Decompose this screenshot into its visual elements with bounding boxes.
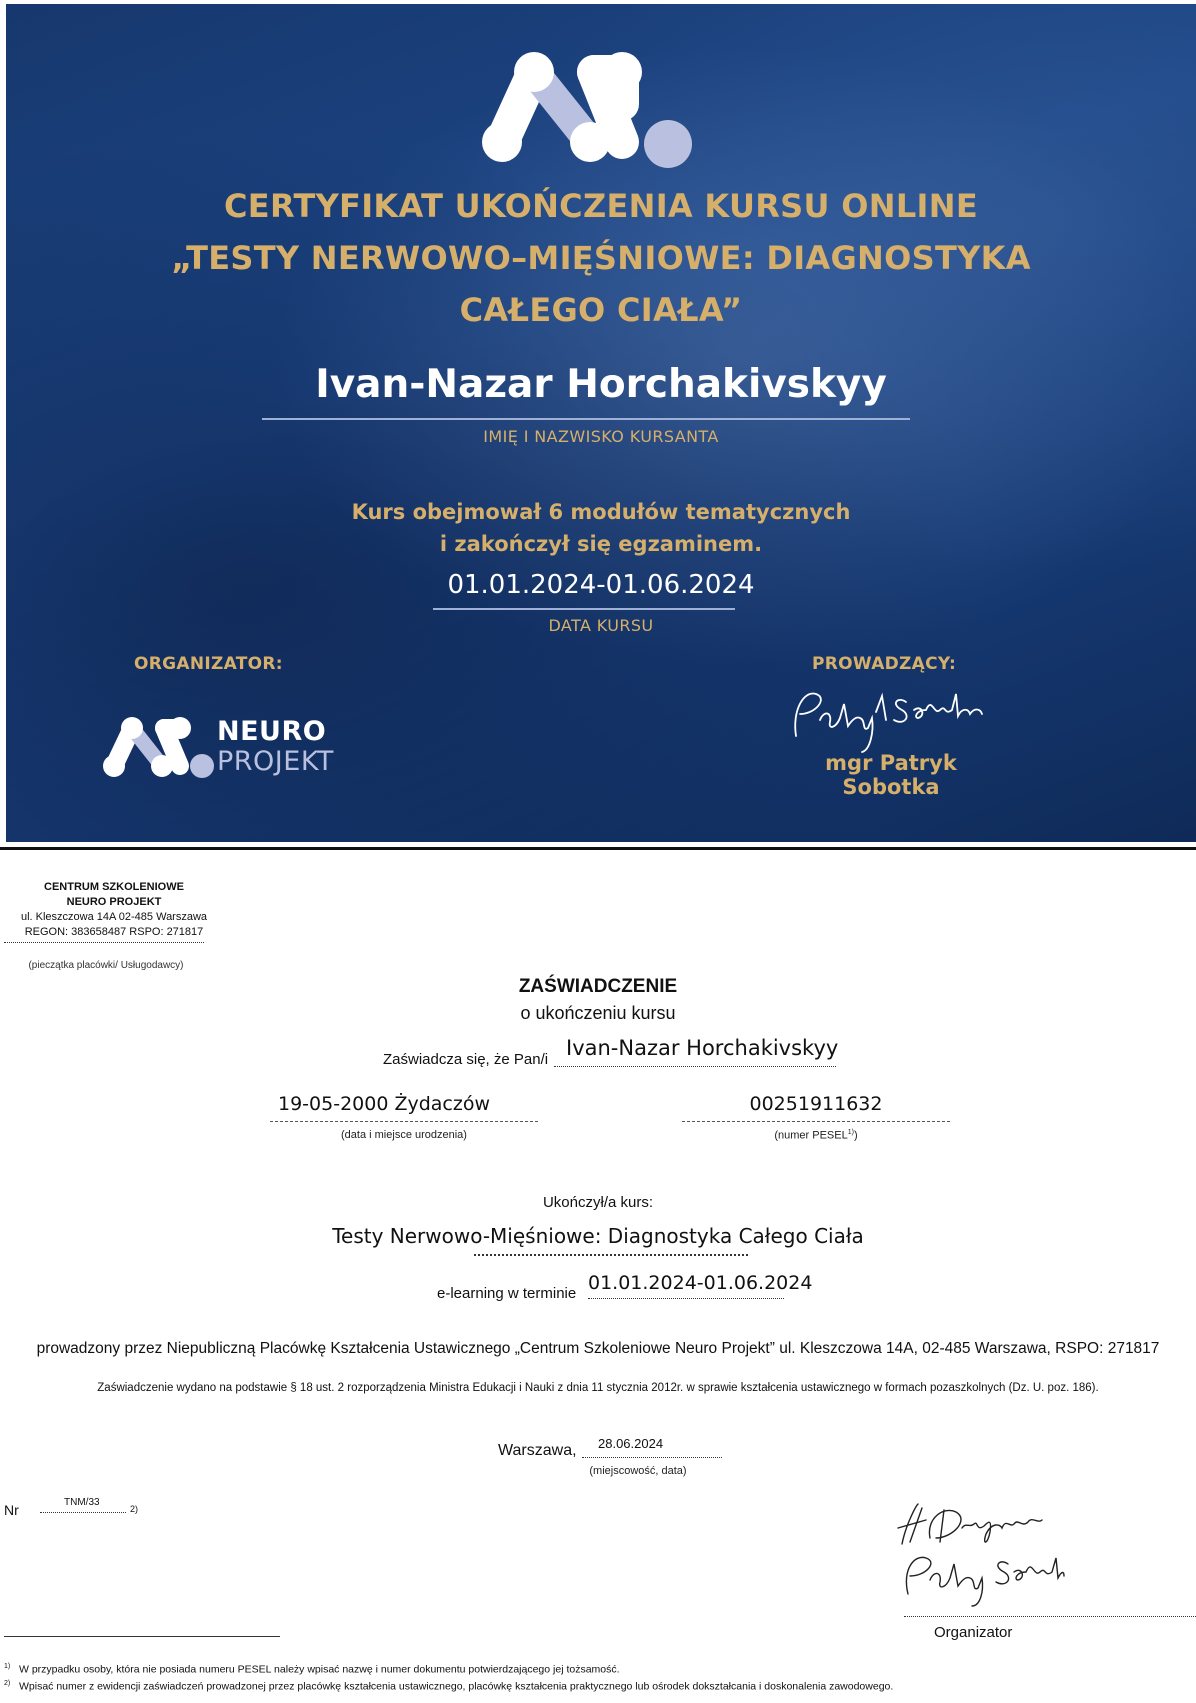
pesel-footnote-ref: 1)	[847, 1129, 854, 1136]
organizer-signatures	[896, 1498, 1066, 1608]
organizer-logo-icon	[98, 712, 218, 782]
term-dotted-line	[588, 1298, 784, 1299]
run-by-text: prowadzony przez Niepubliczną Placówkę Kształcenia Ustawicznego „Centrum Szkoleniowe Neuro Projekt” ul. Kleszczowa 14A, 02-485 Warszawa, RSPO: 271817	[36, 1340, 1160, 1357]
pesel-caption-text: (numer PESEL	[774, 1129, 848, 1142]
institution-line: REGON: 383658487 RSPO: 271817	[24, 926, 204, 938]
stamp-caption: (pieczątka placówki/ Usługodawcy)	[28, 960, 184, 971]
birth-value: 19-05-2000 Żydaczów	[278, 1093, 491, 1115]
number-label: Nr	[4, 1502, 19, 1518]
number-value: TNM/33	[64, 1497, 100, 1508]
organizer-caption: Organizator	[934, 1624, 1013, 1641]
lead-name: mgr Patryk Sobotka	[825, 751, 957, 799]
organizer-logo-text: NEURO	[217, 716, 327, 747]
footnote-1-marker: 1)	[4, 1663, 11, 1670]
stamp-dotted-line	[4, 942, 204, 943]
legal-basis-text: Zaświadczenie wydano na podstawie § 18 ust. 2 rozporządzenia Ministra Edukacji i Nauki z dnia 11 stycznia 2012r. w sprawie kształcenia ustawicznego w formach pozaszkolnych (Dz. U. poz. 186).	[97, 1382, 1099, 1394]
birth-caption: (data i miejsce urodzenia)	[341, 1129, 467, 1141]
pesel-caption: (numer PESEL$^{1)}$)	[774, 1129, 858, 1142]
footnote-1-text: W przypadku osoby, która nie posiada numeru PESEL należy wpisać nazwę i numer dokumentu potwierdzającego jej tożsamość.	[19, 1663, 620, 1676]
institution-line: ul. Kleszczowa 14A 02-485 Warszawa	[20, 911, 208, 923]
place-caption: (miejscowość, data)	[589, 1465, 687, 1477]
organizer-label: ORGANIZATOR:	[134, 654, 283, 674]
attestee-name: Ivan-Nazar Horchakivskyy	[566, 1036, 839, 1060]
footnote-2-marker: 2)	[4, 1680, 11, 1687]
number-dotted-line	[40, 1512, 126, 1513]
certificate-title-line: CAŁEGO CIAŁA”	[459, 291, 743, 329]
number-footnote-ref-text: 2)	[130, 1504, 139, 1514]
course-description-line: Kurs obejmował 6 modułów tematycznych	[351, 500, 851, 524]
footnote-separator	[4, 1636, 280, 1637]
certificate-title	[6, 180, 1196, 336]
name-dotted-line	[554, 1066, 836, 1067]
certificate-panel	[6, 4, 1196, 842]
certificate-title-line: CERTYFIKAT UKOŃCZENIA KURSU ONLINE	[224, 187, 978, 225]
term-label: e-learning w terminie	[437, 1285, 577, 1302]
organizer-logo-text: PROJEKT	[217, 746, 334, 777]
certificate-title-line: „TESTY NERWOWO–MIĘŚNIOWE: DIAGNOSTYKA	[171, 239, 1031, 277]
course-description	[6, 496, 1196, 560]
name-underline	[262, 418, 910, 420]
issue-date: 28.06.2024	[598, 1436, 664, 1451]
student-name-caption: IMIĘ I NAZWISKO KURSANTA	[483, 427, 719, 446]
institution-stamp	[14, 880, 214, 940]
document-title: ZAŚWIADCZENIE	[518, 976, 678, 997]
course-dates: 01.01.2024-01.06.2024	[447, 570, 755, 600]
organizer-dotted-line	[904, 1616, 1196, 1617]
lead-label: PROWADZĄCY:	[812, 654, 957, 674]
dates-underline	[433, 608, 735, 610]
course-dotted-line	[474, 1254, 748, 1256]
pesel-value: 00251911632	[749, 1093, 883, 1115]
lead-signature	[786, 680, 1006, 758]
neuro-projekt-logo	[472, 44, 708, 174]
page-divider	[0, 847, 1196, 850]
completed-label: Ukończył/a kurs:	[542, 1194, 654, 1211]
course-description-line: i zakończył się egzaminem.	[439, 532, 763, 556]
course-name: Testy Nerwowo-Mięśniowe: Diagnostyka Całego Ciała	[332, 1224, 864, 1248]
course-dates-caption: DATA KURSU	[548, 616, 654, 635]
footnote-2-text: Wpisać numer z ewidencji zaświadczeń prowadzonej przez placówkę kształcenia ustawicznego, placówkę kształcenia praktycznego lub ośrodek dokształcania i doskonalenia zawodowego.	[19, 1680, 894, 1693]
number-footnote-ref	[130, 1504, 138, 1514]
pesel-dashed-line	[682, 1121, 950, 1122]
institution-line: CENTRUM SZKOLENIOWE	[44, 881, 184, 893]
footnote-2	[4, 1680, 893, 1693]
document-subtitle: o ukończeniu kursu	[520, 1003, 676, 1023]
footnote-1	[4, 1663, 620, 1676]
institution-line: NEURO PROJEKT	[66, 896, 162, 908]
certifies-label: Zaświadcza się, że Pan/i	[383, 1051, 549, 1068]
place-label: Warszawa,	[498, 1442, 577, 1459]
place-dotted-line	[582, 1457, 722, 1458]
birth-dashed-line	[270, 1121, 538, 1122]
term-value: 01.01.2024-01.06.2024	[588, 1272, 813, 1294]
student-name: Ivan-Nazar Horchakivskyy	[315, 362, 887, 407]
